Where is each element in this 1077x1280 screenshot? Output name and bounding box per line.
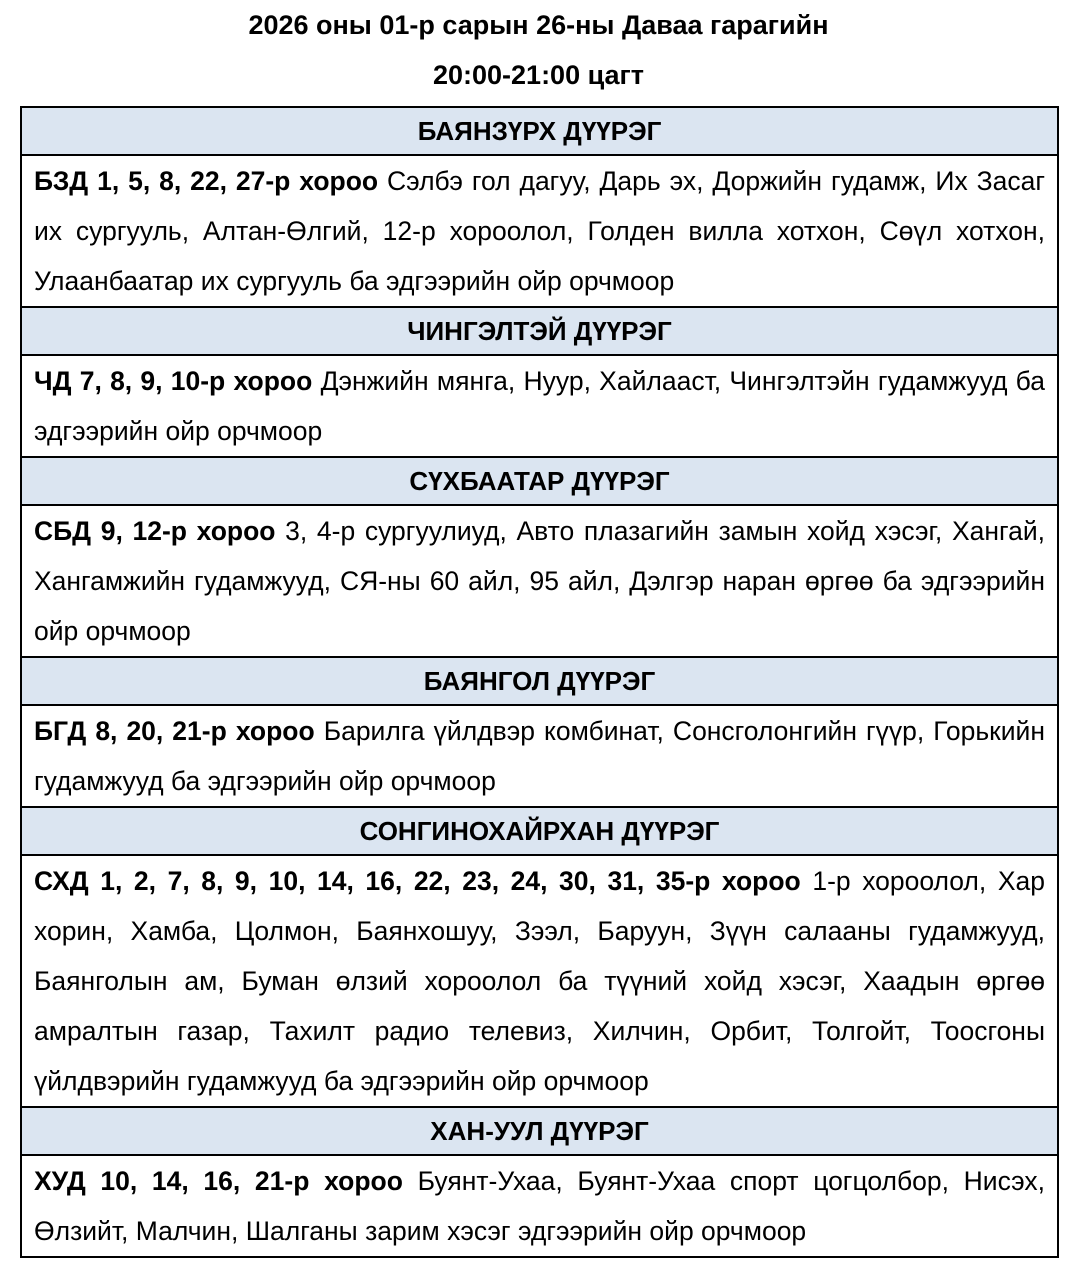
district-detail (21, 505, 1058, 657)
district-areas: 1-р хороолол, Хар хорин, Хамба, Цолмон, Баянхошуу, Зээл, Баруун, Зүүн салааны гудамжууд, Баянголын ам, Буман өлзий хороолол ба түүний хойд хэсэг, Хаадын өргөө амралтын газар, Тахилт радио телевиз, Хилчин, Орбит, Толгойт, Тоосгоны үйлдвэрийн гудамжууд ба эдгээрийн ойр орчмоор (34, 866, 1045, 1096)
district-name: БАЯНГОЛ ДҮҮРЭГ (21, 657, 1058, 705)
district-detail-row (21, 505, 1058, 657)
district-header-row (21, 807, 1058, 855)
district-code: БГД 8, 20, 21-р хороо (34, 716, 315, 746)
district-areas: 3, 4-р сургуулиуд, Авто плазагийн замын хойд хэсэг, Хангай, Хангамжийн гудамжууд, СЯ-ны 60 айл, 95 айл, Дэлгэр наран өргөө ба эдгээрийн ойр орчмоор (34, 516, 1045, 646)
district-detail-row (21, 355, 1058, 457)
district-detail-row (21, 855, 1058, 1107)
district-detail (21, 1155, 1058, 1257)
district-code: БЗД 1, 5, 8, 22, 27-р хороо (34, 166, 379, 196)
district-name: ХАН-УУЛ ДҮҮРЭГ (21, 1107, 1058, 1155)
district-name: СҮХБААТАР ДҮҮРЭГ (21, 457, 1058, 505)
outage-table (20, 106, 1059, 1258)
district-detail-row (21, 705, 1058, 807)
district-areas: Буянт-Ухаа, Буянт-Ухаа спорт цогцолбор, Нисэх, Өлзийт, Малчин, Шалганы зарим хэсэг эдгээрийн ойр орчмоор (34, 1166, 1045, 1246)
schedule-time: 20:00-21:00 цагт (432, 60, 645, 90)
district-areas: Барилга үйлдвэр комбинат, Сонсголонгийн гүүр, Горькийн гудамжууд ба эдгээрийн ойр орчмоор (34, 716, 1045, 796)
district-code: СБД 9, 12-р хороо (34, 516, 276, 546)
district-header-row (21, 307, 1058, 355)
district-code: ХУД 10, 14, 16, 21-р хороо (34, 1166, 403, 1196)
district-detail (21, 355, 1058, 457)
district-header-row (21, 457, 1058, 505)
district-detail (21, 155, 1058, 307)
district-areas: Сэлбэ гол дагуу, Дарь эх, Доржийн гудамж, Их Засаг их сургууль, Алтан-Өлгий, 12-р хороолол, Голден вилла хотхон, Сөүл хотхон, Улаанбаатар их сургууль ба эдгээрийн ойр орчмоор (34, 166, 1045, 296)
district-header-row (21, 107, 1058, 155)
district-detail-row (21, 1155, 1058, 1257)
district-header-row (21, 1107, 1058, 1155)
district-code: ЧД 7, 8, 9, 10-р хороо (34, 366, 313, 396)
district-name: ЧИНГЭЛТЭЙ ДҮҮРЭГ (21, 307, 1058, 355)
district-name: БАЯНЗҮРХ ДҮҮРЭГ (21, 107, 1058, 155)
district-detail-row (21, 155, 1058, 307)
district-areas: Дэнжийн мянга, Нуур, Хайлааст, Чингэлтэйн гудамжууд ба эдгээрийн ойр орчмоор (34, 366, 1045, 446)
schedule-date: 2026 оны 01-р сарын 26-ны Даваа гарагийн (248, 10, 829, 40)
district-code: СХД 1, 2, 7, 8, 9, 10, 14, 16, 22, 23, 24, 30, 31, 35-р хороо (34, 866, 801, 896)
district-header-row (21, 657, 1058, 705)
district-detail (21, 705, 1058, 807)
district-detail (21, 855, 1058, 1107)
district-name: СОНГИНОХАЙРХАН ДҮҮРЭГ (21, 807, 1058, 855)
